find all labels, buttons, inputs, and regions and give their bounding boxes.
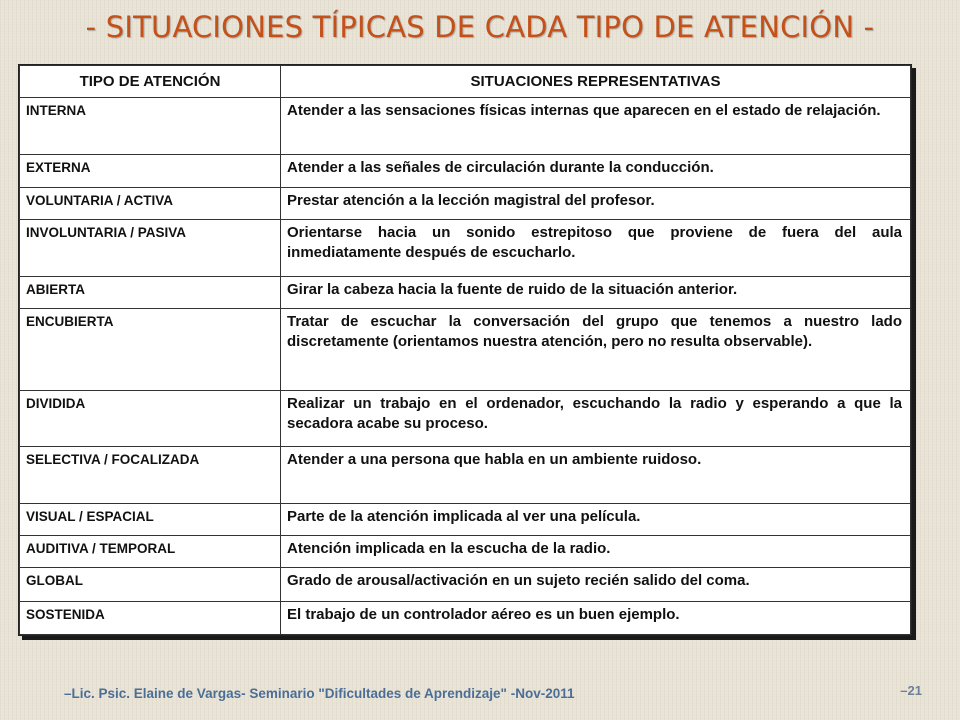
situacion-cell: Atender a las señales de circulación durante la conducción. bbox=[281, 154, 911, 187]
table-row bbox=[20, 504, 911, 536]
tipo-cell: INTERNA bbox=[20, 98, 281, 155]
situacion-cell: Atender a una persona que habla en un ambiente ruidoso. bbox=[281, 447, 911, 504]
situacion-cell: Realizar un trabajo en el ordenador, escuchando la radio y esperando a que la secadora acabe su proceso. bbox=[281, 390, 911, 447]
situacion-cell: Atención implicada en la escucha de la radio. bbox=[281, 536, 911, 568]
situacion-cell: Grado de arousal/activación en un sujeto recién salido del coma. bbox=[281, 568, 911, 601]
tipo-cell: GLOBAL bbox=[20, 568, 281, 601]
table-row bbox=[20, 188, 911, 220]
attention-types-table bbox=[18, 64, 912, 636]
tipo-cell: AUDITIVA / TEMPORAL bbox=[20, 536, 281, 568]
header-situaciones: SITUACIONES REPRESENTATIVAS bbox=[281, 66, 911, 98]
slide-title: - SITUACIONES TÍPICAS DE CADA TIPO DE ATENCIÓN - bbox=[85, 10, 875, 44]
tipo-cell: ABIERTA bbox=[20, 276, 281, 308]
tipo-cell: VISUAL / ESPACIAL bbox=[20, 504, 281, 536]
situacion-cell: Tratar de escuchar la conversación del grupo que tenemos a nuestro lado discretamente (orientamos nuestra atención, pero no resulta observable). bbox=[281, 309, 911, 390]
situacion-cell: Prestar atención a la lección magistral del profesor. bbox=[281, 188, 911, 220]
table-row bbox=[20, 309, 911, 390]
situacion-cell: Orientarse hacia un sonido estrepitoso que proviene de fuera del aula inmediatamente después de escucharlo. bbox=[281, 220, 911, 277]
table-row bbox=[20, 536, 911, 568]
footer-credit: –Lic. Psic. Elaine de Vargas- Seminario "Dificultades de Aprendizaje" -Nov-2011 bbox=[64, 686, 575, 701]
table-row bbox=[20, 154, 911, 187]
situacion-cell: Girar la cabeza hacia la fuente de ruido de la situación anterior. bbox=[281, 276, 911, 308]
tipo-cell: SOSTENIDA bbox=[20, 601, 281, 634]
tipo-cell: DIVIDIDA bbox=[20, 390, 281, 447]
situacion-cell: El trabajo de un controlador aéreo es un buen ejemplo. bbox=[281, 601, 911, 634]
table-row bbox=[20, 390, 911, 447]
tipo-cell: ENCUBIERTA bbox=[20, 309, 281, 390]
table-row bbox=[20, 601, 911, 634]
tipo-cell: VOLUNTARIA / ACTIVA bbox=[20, 188, 281, 220]
tipo-cell: EXTERNA bbox=[20, 154, 281, 187]
table-row bbox=[20, 220, 911, 277]
tipo-cell: INVOLUNTARIA / PASIVA bbox=[20, 220, 281, 277]
table-row bbox=[20, 568, 911, 601]
table-header-row bbox=[20, 66, 911, 98]
tipo-cell: SELECTIVA / FOCALIZADA bbox=[20, 447, 281, 504]
situacion-cell: Parte de la atención implicada al ver una película. bbox=[281, 504, 911, 536]
table-row bbox=[20, 276, 911, 308]
table-row bbox=[20, 447, 911, 504]
situacion-cell: Atender a las sensaciones físicas internas que aparecen en el estado de relajación. bbox=[281, 98, 911, 155]
page-number: –21 bbox=[900, 683, 922, 698]
table-row bbox=[20, 98, 911, 155]
header-tipo: TIPO DE ATENCIÓN bbox=[20, 66, 281, 98]
